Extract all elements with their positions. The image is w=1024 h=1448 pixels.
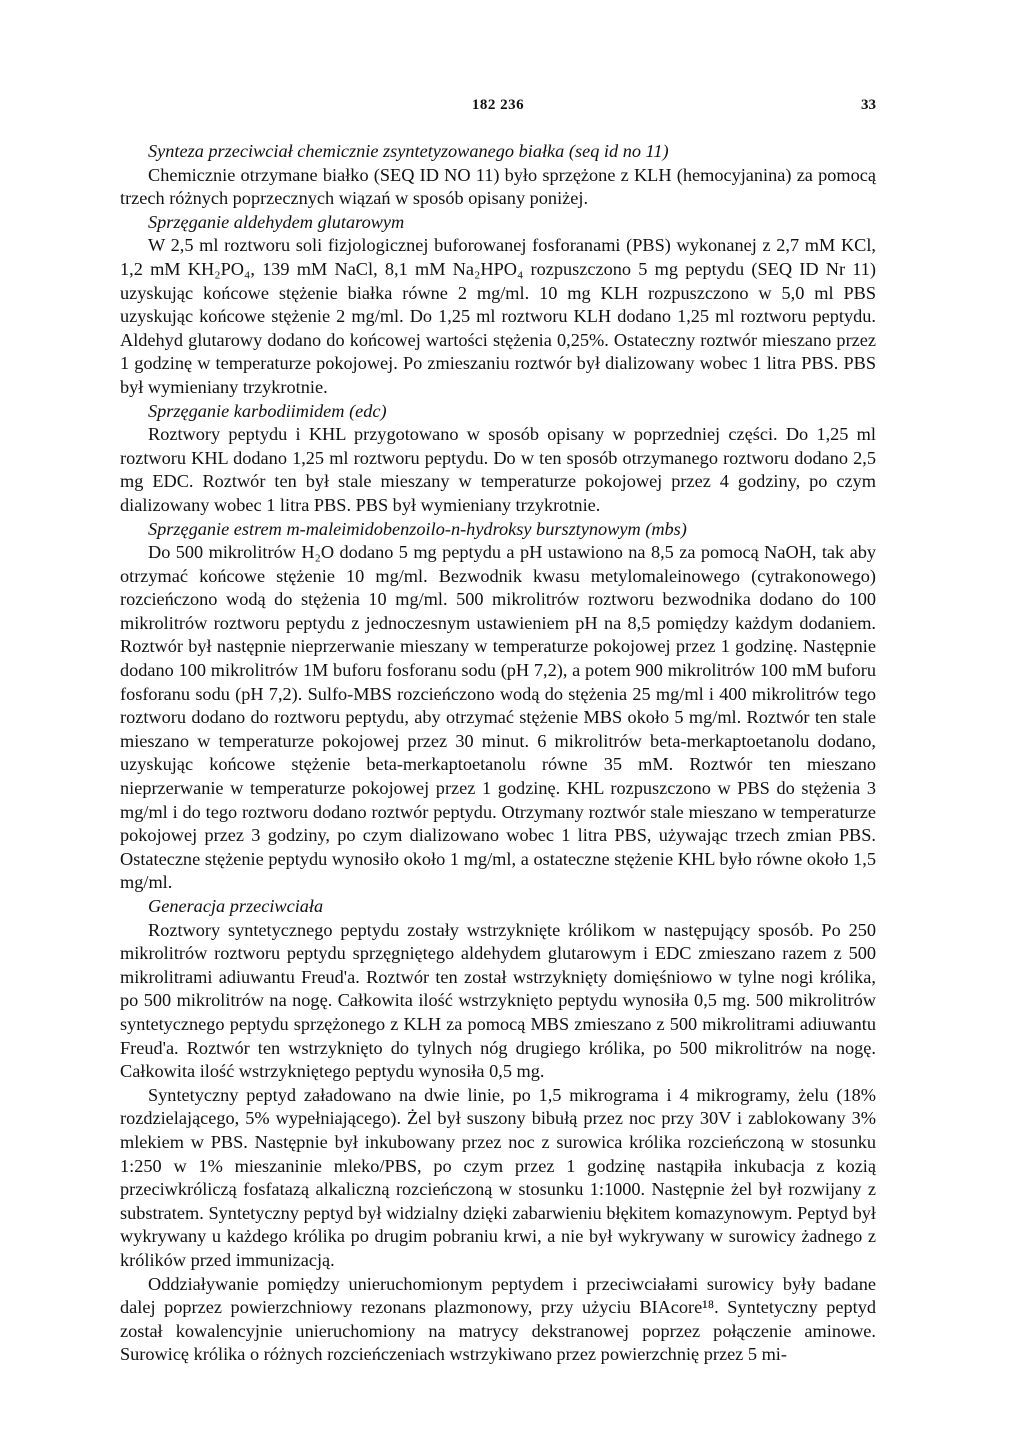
document-body [120, 140, 876, 1367]
page-number: 33 [861, 97, 876, 113]
section-heading: Generacja przeciwciała [148, 896, 324, 916]
section-heading: Sprzęganie karbodiimidem (edc) [148, 400, 387, 421]
paragraph: Syntetyczny peptyd załadowano na dwie linie, po 1,5 mikrograma i 4 mikrogramy, żelu (18% rozdzielającego, 5% wypełniającego). Żel był suszony bibułą przez noc przy 30V i zablokowany 3% mlekiem w PBS. Następnie był inkubowany przez noc z surowica królika rozcieńczoną w stosunku 1:250 w 1% mieszaninie mleko/PBS, po czym przez 1 godzinę nastąpiła inkubacja z kozią przeciwkróliczą fosfatazą alkaliczną rozcieńczoną w stosunku 1:1000. Następnie żel był rozwijany z substratem. Syntetyczny peptyd był widzialny dzięki zabarwieniu błękitem komazynowym. Peptyd był wykrywany u każdego królika po drugim pobraniu krwi, a nie był wykrywany w surowicy żadnego z królików przed immunizacją. [120, 1084, 876, 1270]
patent-number: 182 236 [471, 97, 525, 113]
paragraph: Do 500 mikrolitrów H₂O dodano 5 mg peptydu a pH ustawiono na 8,5 za pomocą NaOH, tak aby otrzymać końcowe stężenie 10 mg/ml. Bezwodnik kwasu metylomaleinowego (cytrakonowego) rozcieńczono wodą do stężenia 10 mg/ml. 500 mikrolitrów roztworu bezwodnika dodano do 100 mikrolitrów roztworu peptydu z jednoczesnym ustawieniem pH na 8,5 pomiędzy każdym dodaniem. Roztwór był następnie nieprzerwanie mieszany w temperaturze pokojowej przez 1 godzinę. Następnie dodano 100 mikrolitrów 1M buforu fosforanu sodu (pH 7,2), a potem 900 mikrolitrów 100 mM buforu fosforanu sodu (pH 7,2). Sulfo-MBS rozcieńczono wodą do stężenia 25 mg/ml i 400 mikrolitrów tego roztworu dodano do roztworu peptydu, aby otrzymać stężenie MBS około 5 mg/ml. Roztwór ten stale mieszano w temperaturze pokojowej przez 30 minut. 6 mikrolitrów beta-merkaptoetanolu dodano, uzyskując końcowe stężenie beta-merkaptoetanolu równe 35 mM. Roztwór ten mieszano nieprzerwanie w temperaturze pokojowej przez 1 godzinę. KHL rozpuszczono w PBS do stężenia 3 mg/ml i do tego roztworu dodano roztwór peptydu. Otrzymany roztwór stale mieszano w temperaturze pokojowej przez 3 godziny, po czym dializowano wobec 1 litra PBS, używając trzech zmian PBS. Ostateczne stężenie peptydu wynosiło około 1 mg/ml, a ostateczne stężenie KHL było równe około 1,5 mg/ml. [120, 542, 876, 893]
section-heading: Sprzęganie estrem m-maleimidobenzoilo-n-hydroksy bursztynowym (mbs) [148, 518, 687, 539]
paragraph: Chemicznie otrzymane białko (SEQ ID NO 11) było sprzężone z KLH (hemocyjanina) za pomocą trzech różnych poprzecznych wiązań w sposób opisany poniżej. [120, 164, 876, 209]
section-heading: Sprzęganie aldehydem glutarowym [148, 211, 405, 232]
section-heading: Synteza przeciwciał chemicznie zsyntetyzowanego białka (seq id no 11) [148, 141, 669, 161]
paragraph: Roztwory peptydu i KHL przygotowano w sposób opisany w poprzedniej części. Do 1,25 ml roztworu KHL dodano 1,25 ml roztworu peptydu. Do w ten sposób otrzymanego roztworu dodano 2,5 mg EDC. Roztwór ten był stale mieszany w temperaturze pokojowej przez 4 godziny, po czym dializowany wobec 1 litra PBS. PBS był wymieniany trzykrotnie. [120, 424, 876, 515]
paragraph: Oddziaływanie pomiędzy unieruchomionym peptydem i przeciwciałami surowicy były badane dalej poprzez powierzchniowy rezonans plazmonowy, przy użyciu BIAcore¹⁸. Syntetyczny peptyd został kowalencyjnie unieruchomiony na matrycy dekstranowej poprzez połączenie aminowe. Surowicę królika o różnych rozcieńczeniach wstrzykiwano przez powierzchnię przez 5 mi- [120, 1273, 876, 1365]
paragraph: Roztwory syntetycznego peptydu zostały wstrzyknięte królikom w następujący sposób. Po 250 mikrolitrów roztworu peptydu sprzęgniętego aldehydem glutarowym i EDC zmieszano razem z 500 mikrolitrami adiuwantu Freud'a. Roztwór ten został wstrzyknięty domięśniowo w tylne nogi królika, po 500 mikrolitrów na nogę. Całkowita ilość wstrzyknięto peptydu wynosiła 0,5 mg. 500 mikrolitrów syntetycznego peptydu sprzężonego z KLH za pomocą MBS zmieszano z 500 mikrolitrami adiuwantu Freud'a. Roztwór ten wstrzyknięto do tylnych nóg drugiego królika, po 500 mikrolitrów na nogę. Całkowita ilość wstrzykniętego peptydu wynosiła 0,5 mg. [120, 919, 876, 1082]
paragraph: W 2,5 ml roztworu soli fizjologicznej buforowanej fosforanami (PBS) wykonanej z 2,7 mM KCl, 1,2 mM KH₂PO₄, 139 mM NaCl, 8,1 mM Na₂HPO₄ rozpuszczono 5 mg peptydu (SEQ ID Nr 11) uzyskując końcowe stężenie białka równe 2 mg/ml. 10 mg KLH rozpuszczono w 5,0 ml PBS uzyskując końcowe stężenie 2 mg/ml. Do 1,25 ml roztworu KLH dodano 1,25 ml roztworu peptydu. Aldehyd glutarowy dodano do końcowej wartości stężenia 0,25%. Ostateczny roztwór mieszano przez 1 godzinę w temperaturze pokojowej. Po zmieszaniu roztwór był dializowany wobec 1 litra PBS. PBS był wymieniany trzykrotnie. [120, 235, 876, 397]
page-header [120, 97, 876, 121]
